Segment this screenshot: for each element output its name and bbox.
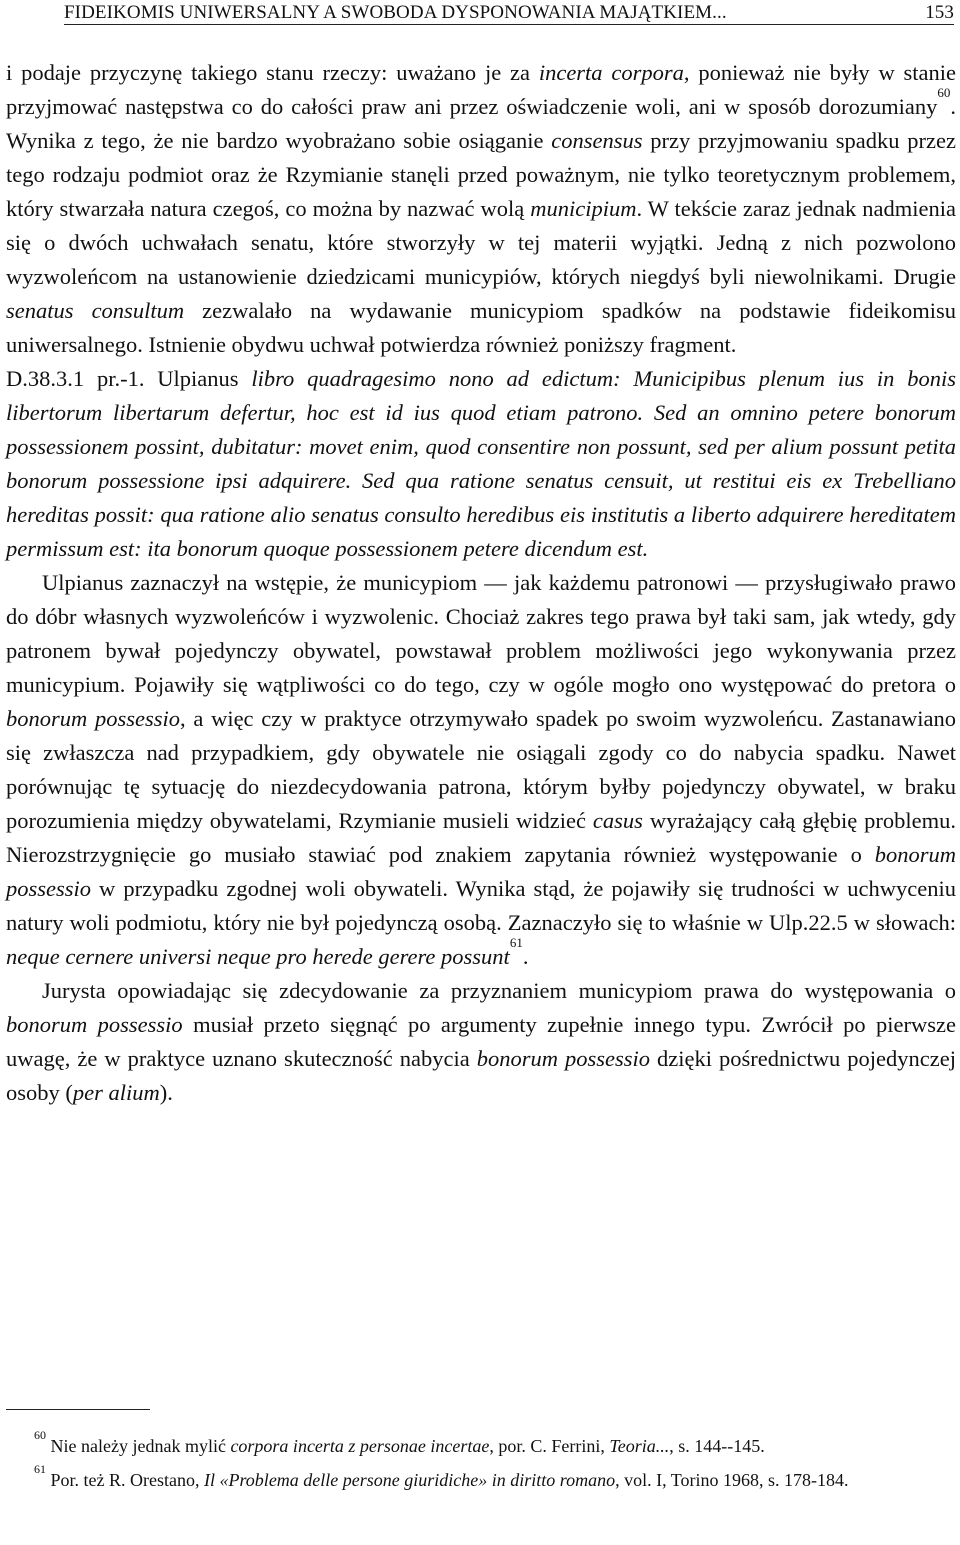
paragraph-1	[6, 56, 956, 362]
footnote-number: 60	[34, 1428, 46, 1442]
paragraph-3	[6, 974, 956, 1110]
italic-term: casus	[592, 808, 643, 833]
footnote-marker-60: 60	[937, 85, 951, 100]
page-number: 153	[925, 2, 954, 23]
footnote-61	[6, 1462, 956, 1494]
footnote-number: 61	[34, 1462, 46, 1476]
running-header	[64, 2, 954, 25]
italic-term: Teoria...	[609, 1436, 670, 1456]
italic-term: senatus consultum	[6, 298, 185, 323]
text-run: . Wynika z tego, że nie bardzo wyobrażano sobie osiąganie	[6, 94, 956, 153]
text-run: , s. 144--145.	[669, 1436, 765, 1456]
text-run: w przypadku zgodnej woli obywateli. Wynika stąd, że pojawiły się trudności w uchwyceniu natury woli podmiotu, który nie był pojedynczą osobą. Zaznaczyło się to właśnie w Ulp.22.5 w słowach:	[6, 876, 956, 935]
text-run: , ponieważ nie były w stanie przyjmować następstwa co do całości praw ani przez oświadczenie woli, ani w sposób dorozumiany	[6, 60, 956, 119]
footnote-marker-61: 61	[509, 935, 523, 950]
italic-term: bonorum possessio	[6, 1012, 183, 1037]
text-run: Por. też R. Orestano,	[46, 1470, 204, 1490]
text-run: i podaje przyczynę takiego stanu rzeczy: uważano je za	[6, 60, 539, 85]
quotation-reference: D.38.3.1 pr.-1. Ulpianus	[6, 366, 239, 391]
text-run: . W tekście zaraz jednak nadmienia się o dwóch uchwałach senatu, które stworzyły w tej materii wyjątki. Jedną z nich pozwolono wyzwoleńcom na ustanowienie dziedzicami municypiów, których niegdyś byli niewolnikami. Drugie	[6, 196, 956, 289]
text-run: przy przyjmowaniu spadku przez tego rodzaju podmiot oraz że Rzymianie stanęli przed poważnym, nie tylko teoretycznym problemem, który stwarzała natura czegoś, co można by nazwać wolą	[6, 128, 956, 221]
text-run: ).	[159, 1080, 173, 1105]
text-run: zezwalało na wydawanie municypiom spadków na podstawie fideikomisu uniwersalnego. Istnienie obydwu uchwał potwierdza również poniższy fragment.	[6, 298, 956, 357]
quotation-text: libro quadragesimo nono ad edictum: Municipibus plenum ius in bonis libertorum libertarum defertur, hoc est id ius quod etiam patrono. Sed an omnino petere bonorum possessionem possint, dubitatur: movet enim, quod consentire non possunt, sed per alium possunt petita bonorum possessione ipsi adquirere. Sed qua ratione senatus censuit, ut restitui eis ex Trebelliano hereditas possit: qua ratione alio senatus consulto heredibus eis institutis a liberto adquirere hereditatem permissum est: ita bonorum quoque possessionem petere dicendum est.	[6, 366, 956, 561]
text-run: , vol. I, Torino 1968, s. 178-184.	[615, 1470, 849, 1490]
text-run: , a więc czy w praktyce otrzymywało spadek po swoim wyzwoleńcu. Zastanawiano się zwłaszcza nad przypadkiem, gdy obywatele nie osiągali zgody co do nabycia spadku. Nawet porównując tę sytuację do niezdecydowania patrona, którym byłby pojedynczy obywatel, w braku porozumienia między obywatelami, Rzymianie musieli widzieć	[6, 706, 956, 833]
footnotes	[6, 1428, 956, 1500]
italic-term: consensus	[551, 128, 643, 153]
text-run: dzięki pośrednictwu pojedynczej osoby (	[6, 1046, 956, 1105]
italic-term: bonorum possessio	[476, 1046, 651, 1071]
footnote-separator	[6, 1409, 150, 1410]
italic-term: per alium	[72, 1080, 160, 1105]
footnote-60	[6, 1428, 956, 1460]
italic-term: neque cernere universi neque pro herede gerere possunt	[6, 944, 510, 969]
text-run: Nie należy jednak mylić	[46, 1436, 231, 1456]
paragraph-2	[6, 566, 956, 974]
running-title: FIDEIKOMIS UNIWERSALNY A SWOBODA DYSPONOWANIA MAJĄTKIEM...	[64, 2, 727, 23]
italic-term: bonorum possessio	[6, 706, 180, 731]
text-run: musiał przeto sięgnąć po argumenty zupełnie innego typu. Zwrócił po pierwsze uwagę, że w praktyce uznano skuteczność nabycia	[6, 1012, 956, 1071]
main-text	[6, 56, 956, 1110]
italic-term: municipium	[530, 196, 637, 221]
text-run: wyrażający całą głębię problemu. Nierozstrzygnięcie go musiało stawiać pod znakiem zapytania również występowanie o	[6, 808, 957, 867]
text-run: .	[522, 944, 529, 969]
italic-term: corpora incerta z personae incertae	[230, 1436, 490, 1456]
text-run: , por. C. Ferrini,	[489, 1436, 610, 1456]
italic-term: Il «Problema delle persone giuridiche» in diritto romano	[203, 1470, 616, 1490]
italic-term: incerta corpora	[538, 60, 684, 85]
latin-quotation	[6, 362, 956, 566]
text-run: Ulpianus zaznaczył na wstępie, że municypiom — jak każdemu patronowi — przysługiwało prawo do dóbr własnych wyzwoleńców i wyzwolenic. Chociaż zakres tego prawa był taki sam, jak wtedy, gdy patronem bywał pojedynczy obywatel, powstawał problem możliwości jego wykonywania przez municypium. Pojawiły się wątpliwości co do tego, czy w ogóle mogło ono występować do pretora o	[6, 570, 956, 697]
text-run: Jurysta opowiadając się zdecydowanie za przyznaniem municypiom prawa do występowania o	[42, 978, 956, 1003]
italic-term: bonorum possessio	[6, 842, 956, 901]
